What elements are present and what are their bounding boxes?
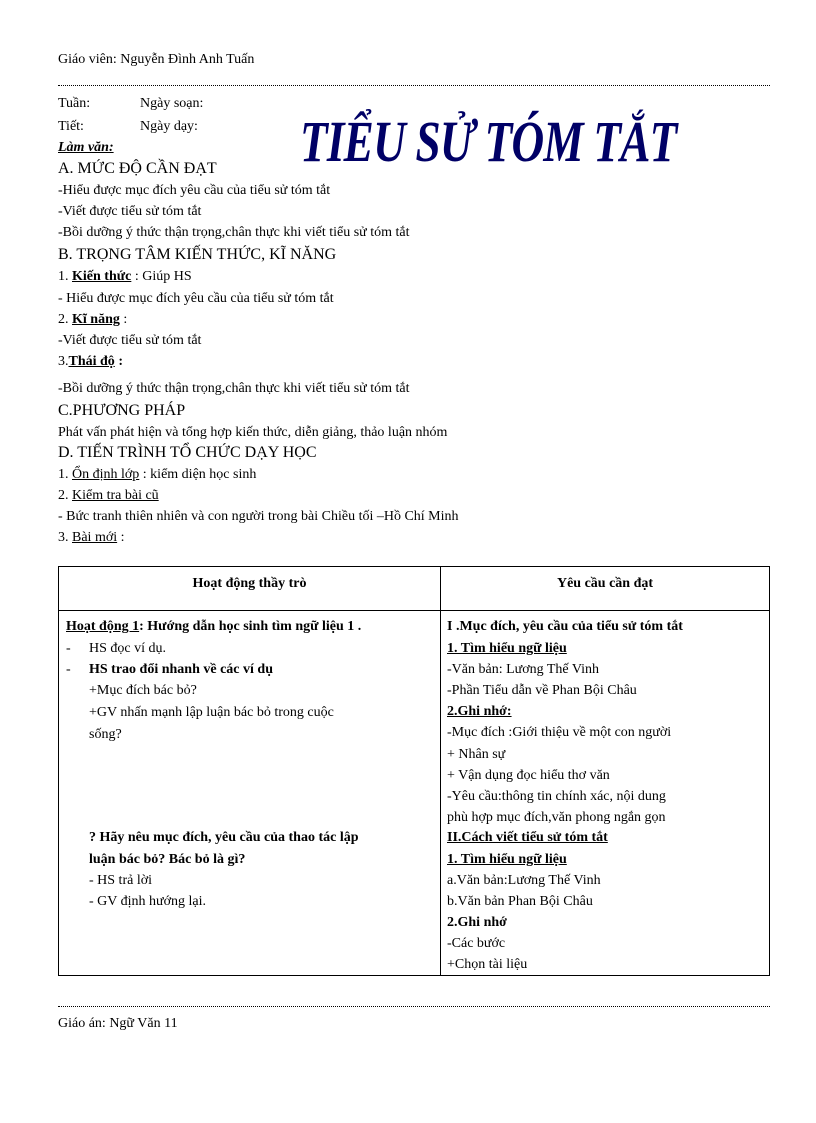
section-c-text: Phát vấn phát hiện và tổng hợp kiến thức, diễn giảng, thảo luận nhóm bbox=[58, 425, 448, 440]
section-d-step2-item: - Bức tranh thiên nhiên và con người trong bài Chiều tối –Hồ Chí Minh bbox=[58, 509, 459, 524]
requirement-heading: I .Mục đích, yêu cầu của tiểu sử tóm tắt bbox=[447, 619, 683, 634]
header-teacher: Giáo viên: Nguyễn Đình Anh Tuấn bbox=[58, 52, 255, 67]
requirement-subheading: 1. Tìm hiểu ngữ liệu bbox=[447, 641, 567, 656]
requirement-item: phù hợp mục đích,văn phong ngắn gọn bbox=[447, 810, 666, 825]
table-cell-requirements bbox=[441, 611, 770, 976]
table-header-activities: Hoạt động thầy trò bbox=[59, 567, 441, 611]
requirement-item: + Nhân sự bbox=[447, 747, 506, 762]
section-d-step2: 2. Kiểm tra bài cũ bbox=[58, 488, 159, 503]
requirement-subheading: 2.Ghi nhớ: bbox=[447, 704, 512, 719]
section-a-title: A. MỨC ĐỘ CẦN ĐẠT bbox=[58, 160, 217, 177]
list-item: - GV định hướng lại. bbox=[89, 894, 207, 909]
bullet-dash: - bbox=[66, 641, 71, 656]
requirement-subheading: 1. Tìm hiểu ngữ liệu bbox=[447, 852, 567, 867]
requirement-item: b.Văn bản Phan Bội Châu bbox=[447, 894, 593, 909]
question-line: ? Hãy nêu mục đích, yêu cầu của thao tác lập bbox=[89, 830, 359, 845]
section-b-attitude-item: -Bồi dưỡng ý thức thận trọng,chân thực khi viết tiểu sử tóm tắt bbox=[58, 381, 410, 396]
requirement-item: -Mục đích :Giới thiệu về một con người bbox=[447, 725, 672, 740]
section-a-item: -Hiểu được mục đích yêu cầu của tiểu sử tóm tắt bbox=[58, 183, 331, 198]
requirement-item: a.Văn bản:Lương Thế Vinh bbox=[447, 873, 601, 888]
table-row bbox=[59, 611, 770, 976]
requirement-item: -Các bước bbox=[447, 936, 506, 951]
footer-divider bbox=[58, 1006, 770, 1007]
requirement-item: -Văn bản: Lương Thế Vinh bbox=[447, 662, 600, 677]
header-divider bbox=[58, 85, 770, 86]
section-b-skills: 2. Kĩ năng : bbox=[58, 312, 128, 327]
requirement-heading: II.Cách viết tiểu sử tóm tắt bbox=[447, 830, 608, 845]
section-d-step3: 3. Bài mới : bbox=[58, 530, 125, 545]
section-b-attitude: 3.Thái độ : bbox=[58, 354, 123, 369]
footer-lesson-plan: Giáo án: Ngữ Văn 11 bbox=[58, 1016, 178, 1031]
section-a-item: -Viết được tiểu sử tóm tắt bbox=[58, 204, 202, 219]
list-item: +GV nhấn mạnh lập luận bác bỏ trong cuộc bbox=[89, 705, 334, 720]
requirement-item: +Chọn tài liệu bbox=[447, 957, 528, 972]
requirement-subheading: 2.Ghi nhớ bbox=[447, 915, 507, 930]
section-d-step1: 1. Ổn định lớp : kiểm diện học sinh bbox=[58, 467, 257, 482]
section-a-item: -Bồi dưỡng ý thức thận trọng,chân thực khi viết tiểu sử tóm tắt bbox=[58, 225, 410, 240]
section-c-title: C.PHƯƠNG PHÁP bbox=[58, 402, 186, 419]
list-item: sống? bbox=[89, 727, 122, 742]
section-b-title: B. TRỌNG TÂM KIẾN THỨC, KĨ NĂNG bbox=[58, 246, 337, 263]
requirement-item: -Yêu cầu:thông tin chính xác, nội dung bbox=[447, 789, 666, 804]
requirement-item: + Vận dụng đọc hiểu thơ văn bbox=[447, 768, 610, 783]
activity-table bbox=[58, 566, 770, 976]
section-b-knowledge-item: - Hiểu được mục đích yêu cầu của tiểu sử tóm tắt bbox=[58, 291, 334, 306]
section-b-skills-item: -Viết được tiểu sử tóm tắt bbox=[58, 333, 202, 348]
table-header-row bbox=[59, 567, 770, 611]
list-item: +Mục đích bác bỏ? bbox=[89, 683, 197, 698]
section-b-knowledge: 1. Kiến thức : Giúp HS bbox=[58, 269, 192, 284]
activity-title: Hoạt động 1: Hướng dẫn học sinh tìm ngữ liệu 1 . bbox=[66, 619, 362, 634]
table-cell-activities bbox=[59, 611, 441, 976]
list-item: - HS trả lời bbox=[89, 873, 153, 888]
info-week: Tuần: Ngày soạn: bbox=[58, 96, 204, 111]
table-header-requirements: Yêu cầu cần đạt bbox=[441, 567, 770, 611]
info-period: Tiết: Ngày dạy: bbox=[58, 119, 198, 134]
requirement-item: -Phần Tiểu dẫn về Phan Bội Châu bbox=[447, 683, 637, 698]
big-title: TIỂU SỬ TÓM TẮT bbox=[300, 109, 677, 174]
list-item: HS đọc ví dụ. bbox=[89, 641, 166, 656]
bullet-dash: - bbox=[66, 662, 71, 677]
list-item: HS trao đổi nhanh về các ví dụ bbox=[89, 662, 273, 677]
section-d-title: D. TIẾN TRÌNH TỔ CHỨC DẠY HỌC bbox=[58, 444, 317, 461]
subject-label: Làm văn: bbox=[58, 140, 114, 155]
question-line: luận bác bỏ? Bác bỏ là gì? bbox=[89, 852, 246, 867]
